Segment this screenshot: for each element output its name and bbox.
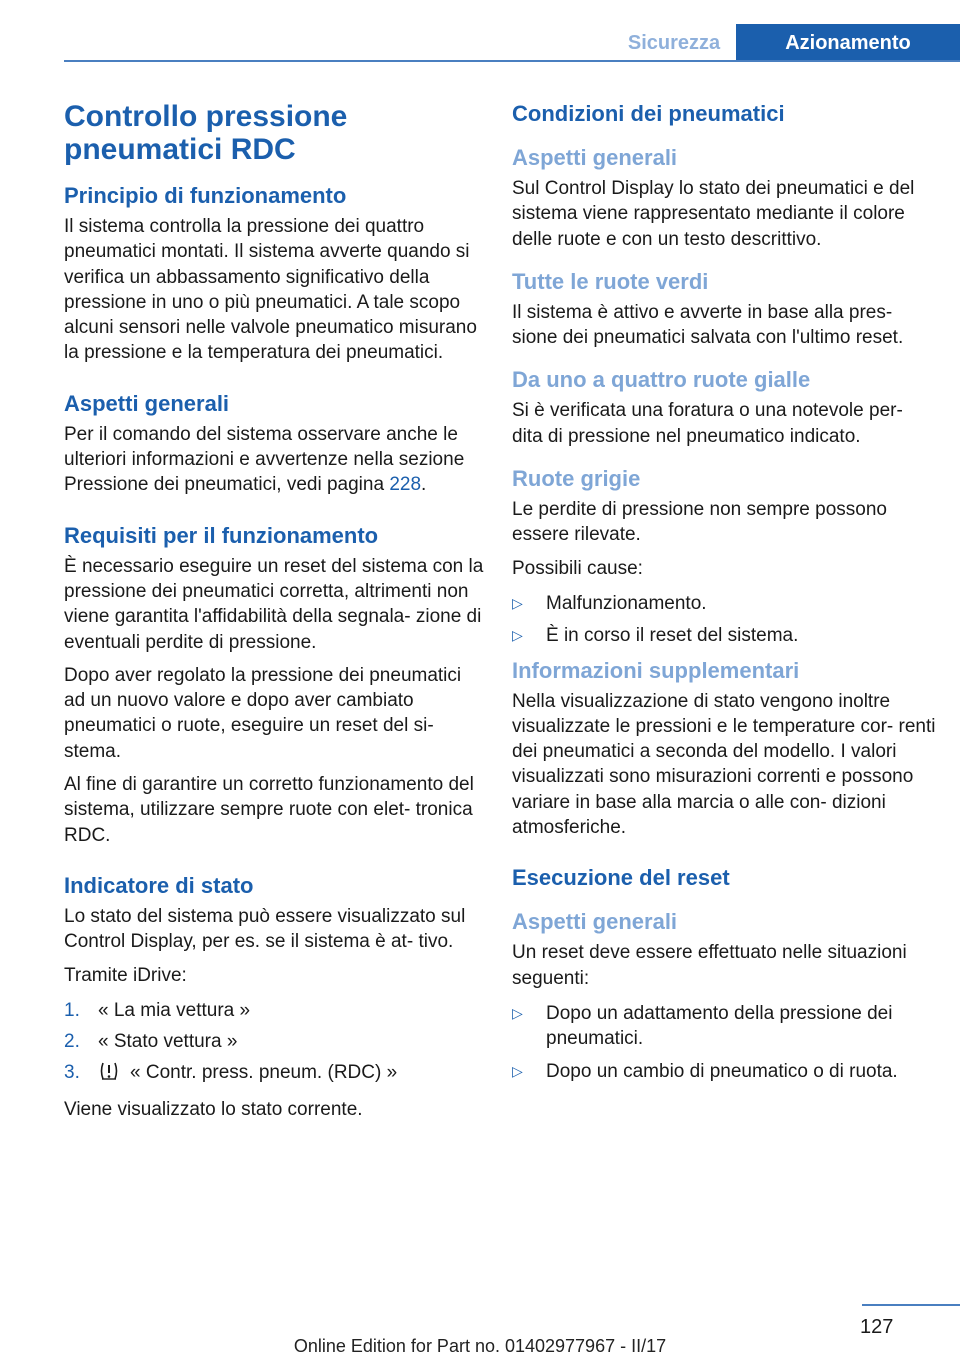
page-link-228[interactable]: 228 bbox=[389, 474, 422, 496]
ruote-gialle-text: Si è verificata una foratura o una notevole per- dita di pressione nel pneumatico indicato. bbox=[512, 400, 903, 447]
list-item bbox=[64, 1029, 484, 1054]
cause-text: Malfunzionamento. bbox=[546, 592, 707, 614]
subheading-ruote-gialle: Da uno a quattro ruote gialle bbox=[512, 367, 811, 393]
tire-pressure-warning-icon bbox=[98, 1061, 120, 1088]
page-number: 127 bbox=[860, 1316, 894, 1338]
indicatore-p2: Tramite iDrive: bbox=[64, 964, 187, 986]
step-text: « Contr. press. pneum. (RDC) » bbox=[130, 1062, 398, 1084]
info-supplementari-text: Nella visualizzazione di stato vengono inoltre visualizzate le pressioni e le temperature cor- renti dei pneumatici a seconda del modello. I valori visualizzati sono misurazioni correnti e possono variare in base alla marcia o alle con- dizioni atmosferiche. bbox=[512, 690, 936, 839]
principio-text: Il sistema controlla la pressione dei quattro pneumatici montati. Il sistema avverte quando si verifica un abbassamento significativo della pressione in uno o più pneumatici. A tale scopo alcuni sensori nelle valvole pneumatico misurano la pressione e la temperatura dei pneumatici. bbox=[64, 216, 477, 364]
situation-text: Dopo un cambio di pneumatico o di ruota. bbox=[546, 1060, 898, 1082]
footer-rule bbox=[862, 1304, 960, 1306]
idrive-steps bbox=[64, 998, 484, 1089]
list-item bbox=[512, 623, 936, 648]
heading-indicatore-stato: Indicatore di stato bbox=[64, 872, 254, 898]
triangle-bullet-icon: ▷ bbox=[512, 1004, 523, 1021]
cause-text: È in corso il reset del sistema. bbox=[546, 625, 799, 647]
subheading-ruote-verdi: Tutte le ruote verdi bbox=[512, 268, 709, 294]
step-text: « La mia vettura » bbox=[98, 999, 251, 1021]
requisiti-p3: Al fine di garantire un corretto funzionamento del sistema, utilizzare sempre ruote con elet- tronica RDC. bbox=[64, 774, 474, 846]
list-item bbox=[512, 591, 936, 616]
possibili-cause-label: Possibili cause: bbox=[512, 557, 643, 579]
list-item bbox=[64, 1060, 484, 1088]
step-number: 2. bbox=[64, 1031, 80, 1053]
reset-text: Un reset deve essere effettuato nelle situazioni seguenti: bbox=[512, 942, 907, 989]
right-column bbox=[512, 100, 936, 1091]
left-column bbox=[64, 100, 484, 1122]
step-text: « Stato vettura » bbox=[98, 1031, 238, 1053]
subheading-reset-aspetti: Aspetti generali bbox=[512, 909, 678, 935]
step-number: 3. bbox=[64, 1062, 80, 1084]
condizioni-general-text: Sul Control Display lo stato dei pneumatici e del sistema viene rappresentato mediante il colore delle ruote e con un testo descrittivo. bbox=[512, 178, 915, 250]
subheading-aspetti-generali: Aspetti generali bbox=[512, 145, 678, 170]
page-title: Controllo pressione pneumatici RDC bbox=[64, 100, 348, 166]
requisiti-p2: Dopo aver regolato la pressione dei pneumatici ad un nuovo valore e dopo aver cambiato pneumatici o ruote, eseguire un reset del si- stema. bbox=[64, 664, 462, 762]
heading-requisiti: Requisiti per il funzionamento bbox=[64, 522, 379, 548]
triangle-bullet-icon: ▷ bbox=[512, 1062, 523, 1079]
triangle-bullet-icon: ▷ bbox=[512, 594, 523, 611]
causes-list bbox=[512, 591, 936, 649]
reset-situations-list bbox=[512, 1001, 936, 1084]
aspetti-text-after: . bbox=[421, 474, 427, 496]
list-item bbox=[512, 1001, 936, 1052]
triangle-bullet-icon: ▷ bbox=[512, 627, 523, 644]
subheading-info-supplementari: Informazioni supplementari bbox=[512, 657, 800, 683]
footer-edition: Online Edition for Part no. 01402977967 - II/17 bbox=[293, 1336, 667, 1356]
ruote-verdi-text: Il sistema è attivo e avverte in base alla pres- sione dei pneumatici salvata con l'ultimo reset. bbox=[512, 301, 904, 349]
header-chapter-tab[interactable]: Azionamento bbox=[736, 24, 960, 62]
list-item bbox=[64, 998, 484, 1023]
situation-text: Dopo un adattamento della pressione dei pneumatici. bbox=[546, 1002, 893, 1050]
subheading-ruote-grigie: Ruote grigie bbox=[512, 466, 641, 492]
aspetti-generali-text bbox=[64, 422, 484, 498]
list-item bbox=[512, 1059, 936, 1084]
heading-principio: Principio di funzionamento bbox=[64, 183, 347, 208]
requisiti-p1: È necessario eseguire un reset del sistema con la pressione dei pneumatici corretta, altrimenti non viene garantita l'affidabilità della segnala- zione di eventuali perdite di pressione. bbox=[64, 555, 484, 653]
header-section-tab[interactable]: Sicurezza bbox=[627, 31, 721, 54]
step-number: 1. bbox=[64, 999, 80, 1021]
indicatore-p1: Lo stato del sistema può essere visualizzato sul Control Display, per es. se il sistema è at- tivo. bbox=[64, 905, 466, 953]
indicatore-p3: Viene visualizzato lo stato corrente. bbox=[64, 1098, 363, 1120]
heading-aspetti-generali: Aspetti generali bbox=[64, 390, 230, 416]
heading-condizioni: Condizioni dei pneumatici bbox=[512, 101, 785, 126]
ruote-grigie-text: Le perdite di pressione non sempre possono essere rilevate. bbox=[512, 499, 887, 546]
header-rule bbox=[64, 60, 960, 62]
aspetti-text-before: Per il comando del sistema osservare anche le ulteriori informazioni e avvertenze nella sezione Pressione dei pneumatici, vedi pagina bbox=[64, 423, 465, 496]
heading-esecuzione-reset: Esecuzione del reset bbox=[512, 865, 730, 891]
